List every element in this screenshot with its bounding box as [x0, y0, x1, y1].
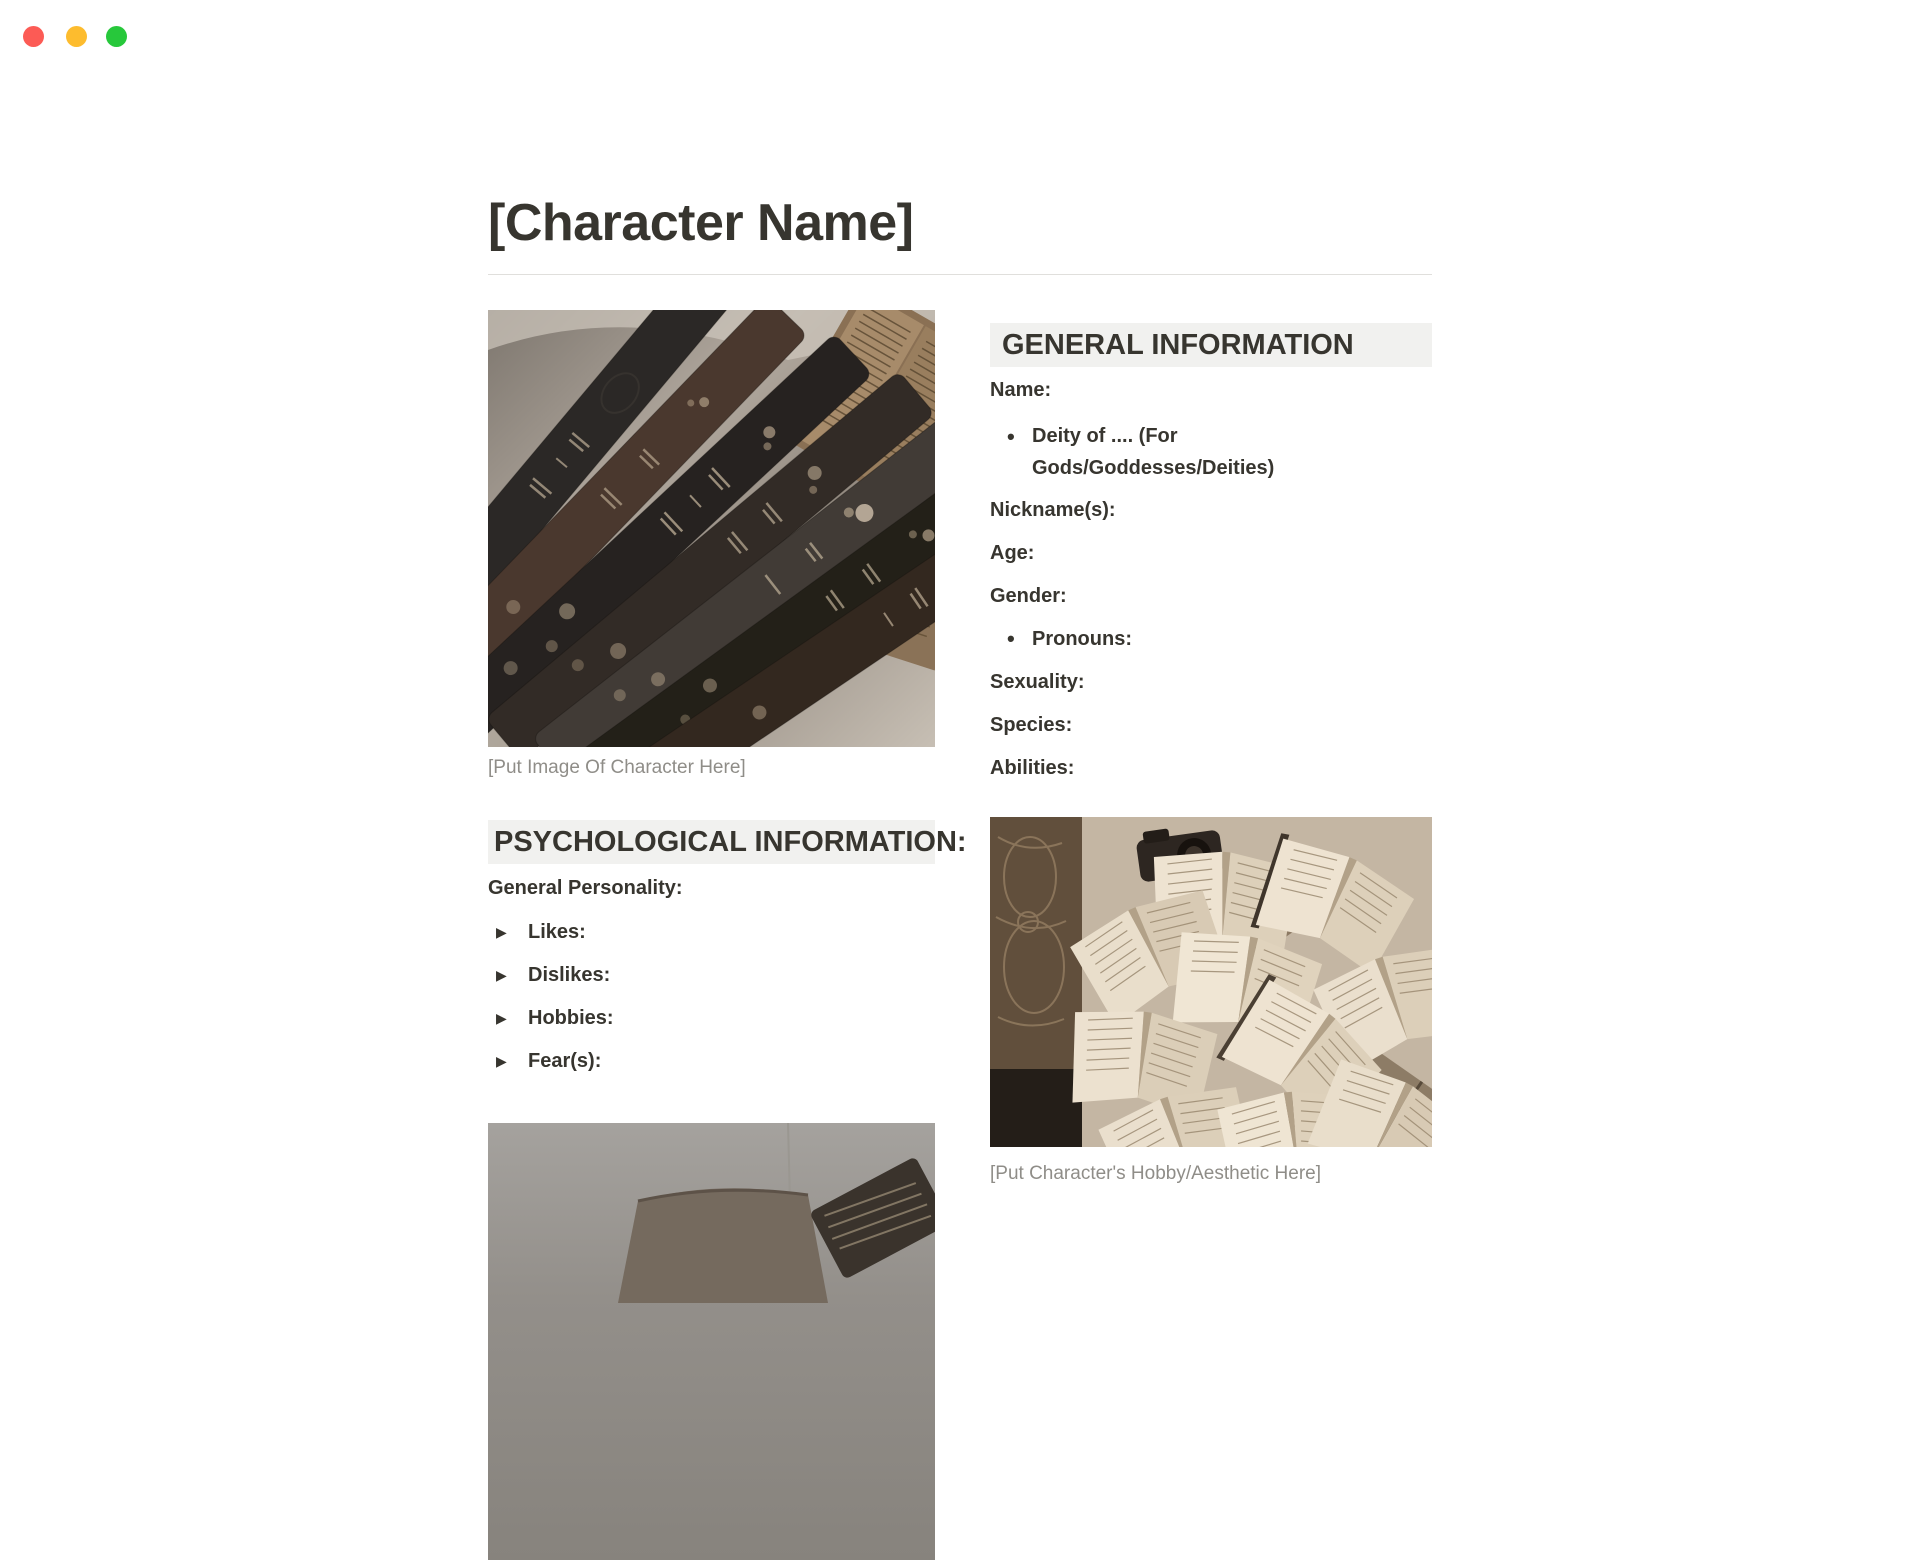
toggle-label: Likes:	[528, 921, 586, 943]
field-gender: Gender:	[990, 585, 1067, 607]
bottom-partial-image[interactable]	[488, 1123, 935, 1560]
toggle-arrow-icon[interactable]: ▶	[496, 967, 507, 983]
toggle-arrow-icon[interactable]: ▶	[496, 1010, 507, 1026]
book-spines-photo	[488, 310, 935, 747]
maximize-button[interactable]	[106, 26, 127, 47]
bullet-icon: •	[1007, 626, 1015, 651]
field-name: Name:	[990, 379, 1052, 401]
character-image[interactable]	[488, 310, 935, 747]
toggle-dislikes[interactable]	[488, 963, 935, 987]
title-divider	[488, 274, 1432, 275]
page-title: [Character Name]	[488, 194, 914, 252]
right-column	[990, 323, 1432, 1560]
minimize-button[interactable]	[66, 26, 87, 47]
toggle-hobbies[interactable]	[488, 1006, 935, 1030]
toggle-label: Fear(s):	[528, 1050, 602, 1072]
two-column-layout	[488, 310, 1432, 1560]
general-personality-label: General Personality:	[488, 877, 683, 899]
hobby-image[interactable]	[990, 817, 1432, 1147]
notion-page	[488, 0, 1432, 1560]
character-image-caption: [Put Image Of Character Here]	[488, 757, 746, 778]
bullet-pronouns	[990, 627, 1432, 651]
left-column	[488, 310, 967, 1560]
grey-room-photo	[488, 1123, 935, 1560]
toggle-arrow-icon[interactable]: ▶	[496, 924, 507, 940]
psychological-section-heading: PSYCHOLOGICAL INFORMATION:	[488, 820, 935, 864]
open-books-photo	[990, 817, 1432, 1147]
field-abilities: Abilities:	[990, 757, 1075, 779]
toggle-arrow-icon[interactable]: ▶	[496, 1053, 507, 1069]
field-age: Age:	[990, 542, 1035, 564]
general-section-heading: GENERAL INFORMATION	[990, 323, 1432, 367]
toggle-likes[interactable]	[488, 920, 935, 944]
field-nicknames: Nickname(s):	[990, 499, 1116, 521]
bullet-label: Deity of .... (For Gods/Goddesses/Deities)	[1032, 425, 1275, 479]
bullet-deity	[990, 420, 1300, 484]
hobby-image-caption: [Put Character's Hobby/Aesthetic Here]	[990, 1163, 1321, 1184]
toggle-label: Hobbies:	[528, 1007, 614, 1029]
bullet-icon: •	[1007, 424, 1015, 449]
toggle-label: Dislikes:	[528, 964, 611, 986]
bullet-label: Pronouns:	[1032, 628, 1132, 650]
field-species: Species:	[990, 714, 1073, 736]
close-button[interactable]	[23, 26, 44, 47]
field-sexuality: Sexuality:	[990, 671, 1085, 693]
toggle-fears[interactable]	[488, 1049, 935, 1073]
